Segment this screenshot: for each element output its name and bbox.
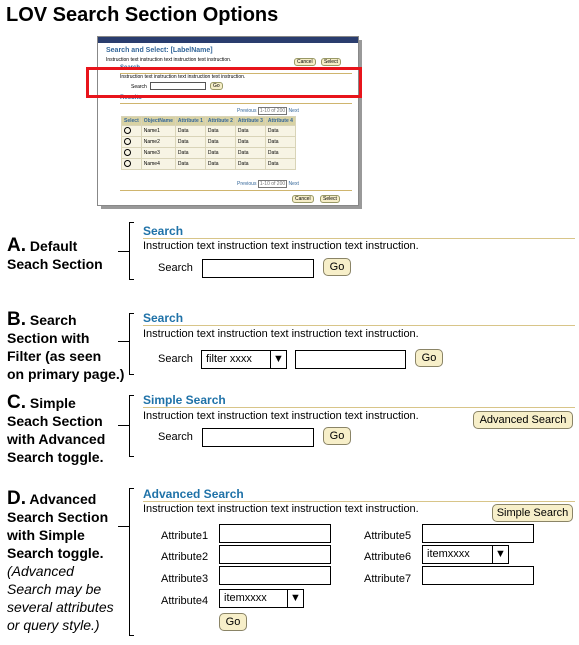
table-row (122, 148, 296, 159)
thumbnail-cancel-button-bottom[interactable]: Cancel (292, 195, 314, 203)
table-cell: Data (265, 148, 295, 159)
select-radio[interactable] (124, 160, 131, 167)
previous-link[interactable]: Previous (237, 108, 257, 114)
thumbnail-pagination-top[interactable] (237, 107, 299, 115)
table-cell: Data (205, 137, 235, 148)
select-radio[interactable] (124, 138, 131, 145)
table-cell: Data (205, 148, 235, 159)
range-select[interactable]: 1-10 of 200 (259, 181, 286, 187)
section-c-bracket (129, 395, 134, 457)
thumbnail-title: Search and Select: [LabelName] (106, 47, 213, 54)
section-b-instruction: Instruction text instruction text instruction text instruction. (143, 328, 419, 340)
section-a-instruction: Instruction text instruction text instruction text instruction. (143, 240, 419, 252)
next-link[interactable]: Next (288, 108, 299, 114)
thumbnail-results-table (121, 116, 296, 170)
table-cell: Data (265, 126, 295, 137)
column-header[interactable]: Attribute 1 (175, 117, 205, 126)
table-cell: Data (175, 148, 205, 159)
section-rule (143, 501, 575, 502)
section-a-bracket (129, 222, 134, 280)
section-a-search-input[interactable] (202, 259, 314, 278)
column-header[interactable]: Select (122, 117, 142, 126)
table-cell: Name3 (141, 148, 175, 159)
column-header[interactable]: Attribute 2 (205, 117, 235, 126)
section-b-search-input[interactable] (295, 350, 406, 369)
thumbnail-search-header: Search (120, 65, 141, 71)
attribute3-input[interactable] (219, 566, 331, 585)
section-rule (143, 238, 575, 239)
table-cell: Data (235, 126, 265, 137)
thumbnail-results-header: Results (120, 95, 142, 101)
thumbnail-go-button[interactable]: Go (210, 82, 223, 90)
previous-link[interactable]: Previous (237, 181, 257, 187)
thumbnail-instruction: Instruction text instruction text instruction text instruction. (106, 57, 232, 63)
thumbnail-rule (120, 103, 352, 104)
attribute4-label: Attribute4 (161, 595, 209, 607)
thumbnail-rule (120, 190, 352, 191)
filter-value: filter xxxx (206, 353, 252, 365)
table-cell: Data (175, 137, 205, 148)
next-link[interactable]: Next (288, 181, 299, 187)
section-d-bracket (129, 488, 134, 636)
section-a-label: A. Default Seach Section (7, 235, 103, 272)
section-c-search-input[interactable] (202, 428, 314, 447)
table-row (122, 159, 296, 170)
thumbnail-shadow (359, 40, 362, 208)
simple-search-toggle-button[interactable]: Simple Search (492, 504, 573, 522)
section-a-go-button[interactable]: Go (323, 258, 351, 276)
table-cell: Data (235, 148, 265, 159)
dropdown-arrow-icon[interactable]: ▼ (287, 590, 303, 607)
lov-window-thumbnail (97, 36, 359, 206)
thumbnail-select-button-bottom[interactable]: Select (320, 195, 340, 203)
section-c-go-button[interactable]: Go (323, 427, 351, 445)
table-row (122, 126, 296, 137)
table-cell: Data (205, 126, 235, 137)
table-cell: Name2 (141, 137, 175, 148)
select-radio[interactable] (124, 149, 131, 156)
attribute5-input[interactable] (422, 524, 534, 543)
attribute3-label: Attribute3 (161, 573, 209, 585)
dropdown-arrow-icon[interactable]: ▼ (270, 351, 286, 368)
table-cell: Data (175, 126, 205, 137)
advanced-search-toggle-button[interactable]: Advanced Search (473, 411, 573, 429)
section-d-label: D. Advanced Search Section with Simple Search toggle. (Advanced Search may be several attributes or query style.) (7, 488, 114, 633)
section-rule (143, 407, 575, 408)
table-cell: Data (265, 159, 295, 170)
section-b-bracket (129, 313, 134, 375)
table-cell: Name1 (141, 126, 175, 137)
dropdown-arrow-icon[interactable]: ▼ (492, 546, 508, 563)
section-a-search-label: Search (158, 262, 193, 274)
attribute2-input[interactable] (219, 545, 331, 564)
page-title: LOV Search Section Options (6, 4, 279, 26)
attribute6-select[interactable] (422, 545, 509, 564)
section-d-connector (118, 526, 129, 527)
table-cell: Data (235, 159, 265, 170)
attribute6-label: Attribute6 (364, 551, 412, 563)
section-b-go-button[interactable]: Go (415, 349, 443, 367)
table-cell: Data (205, 159, 235, 170)
thumbnail-select-button[interactable]: Select (321, 58, 341, 66)
section-c-instruction: Instruction text instruction text instruction text instruction. (143, 410, 419, 422)
attribute2-label: Attribute2 (161, 551, 209, 563)
attribute7-input[interactable] (422, 566, 534, 585)
attribute6-value: itemxxxx (427, 548, 470, 560)
range-select[interactable]: 1-10 of 200 (259, 108, 286, 114)
section-a-connector (118, 251, 129, 252)
attribute5-label: Attribute5 (364, 530, 412, 542)
section-c-connector (118, 425, 129, 426)
section-rule (143, 325, 575, 326)
table-cell: Name4 (141, 159, 175, 170)
thumbnail-shadow (101, 206, 362, 209)
attribute1-input[interactable] (219, 524, 331, 543)
table-cell: Data (265, 137, 295, 148)
section-c-header: Simple Search (143, 393, 226, 407)
select-radio[interactable] (124, 127, 131, 134)
section-a-header: Search (143, 224, 184, 238)
table-cell: Data (235, 137, 265, 148)
section-c-search-label: Search (158, 431, 193, 443)
section-b-label: B. Search Section with Filter (as seen on primary page.) (7, 309, 125, 382)
section-c-label: C. Simple Seach Section with Advanced Search toggle. (7, 392, 106, 465)
section-b-connector (118, 341, 129, 342)
table-cell: Data (175, 159, 205, 170)
attribute1-label: Attribute1 (161, 530, 209, 542)
search-highlight-box (86, 67, 362, 98)
attribute7-label: Attribute7 (364, 573, 412, 585)
section-d-go-button[interactable]: Go (219, 613, 247, 631)
thumbnail-search-instruction: Instruction text instruction text instruction text instruction. (120, 74, 246, 80)
thumbnail-cancel-button[interactable]: Cancel (294, 58, 316, 66)
section-d-header: Advanced Search (143, 487, 244, 501)
attribute4-select[interactable] (219, 589, 304, 608)
thumbnail-title-bar (98, 37, 358, 43)
column-header[interactable]: ObjectName (141, 117, 175, 126)
column-header[interactable]: Attribute 4 (265, 117, 295, 126)
section-b-header: Search (143, 311, 184, 325)
section-b-filter-select[interactable] (201, 350, 287, 369)
attribute4-value: itemxxxx (224, 592, 267, 604)
thumbnail-search-label: Search (131, 84, 147, 90)
section-b-search-label: Search (158, 353, 193, 365)
table-row (122, 137, 296, 148)
section-d-instruction: Instruction text instruction text instruction text instruction. (143, 503, 419, 515)
thumbnail-pagination-bottom[interactable] (237, 180, 299, 188)
column-header[interactable]: Attribute 3 (235, 117, 265, 126)
